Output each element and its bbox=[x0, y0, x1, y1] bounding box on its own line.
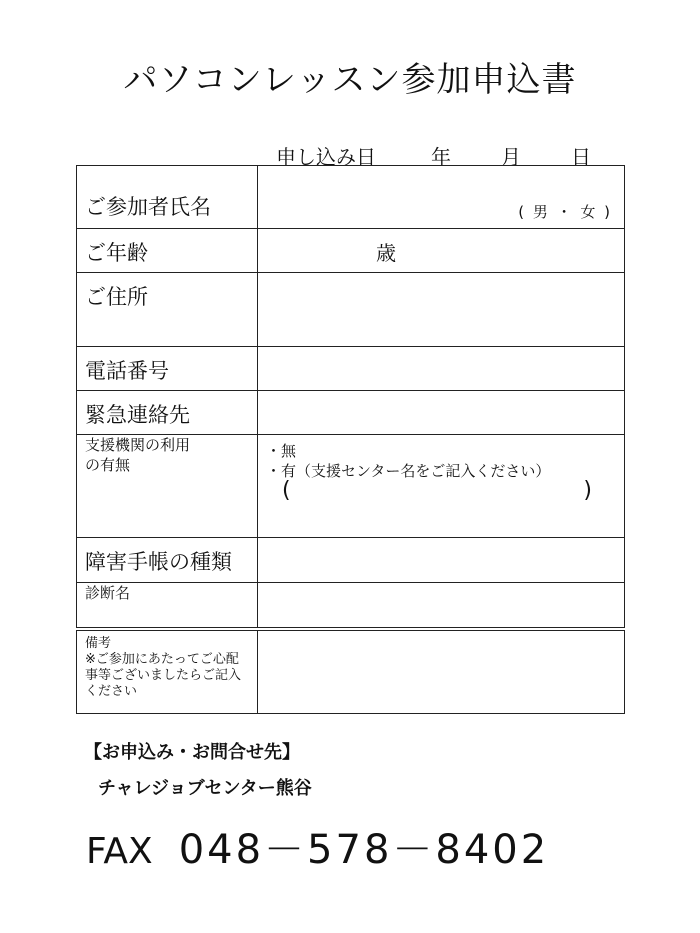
remarks-table bbox=[76, 630, 625, 714]
remarks-title: 備考 bbox=[85, 636, 112, 651]
page-title: パソコンレッスン参加申込書 bbox=[123, 60, 577, 100]
form-row-handbook bbox=[77, 538, 625, 583]
form-row-address bbox=[77, 273, 625, 347]
support-agency-field[interactable] bbox=[258, 435, 625, 538]
form-row-phone bbox=[77, 347, 625, 391]
diagnosis-field[interactable] bbox=[258, 583, 625, 628]
form-row-age bbox=[77, 229, 625, 273]
disability-handbook-label: 障害手帳の種類 bbox=[77, 538, 258, 583]
support-agency-label-line1: 支援機関の利用 bbox=[85, 436, 191, 454]
emergency-contact-label: 緊急連絡先 bbox=[77, 391, 258, 435]
age-field[interactable] bbox=[258, 229, 625, 273]
remarks-label bbox=[77, 631, 258, 714]
form-row-support bbox=[77, 435, 625, 538]
close-paren: ) bbox=[583, 478, 592, 503]
date-month-label: 月 bbox=[501, 145, 521, 169]
support-center-name-field[interactable] bbox=[266, 478, 624, 511]
fax-number: 048－578－8402 bbox=[178, 827, 550, 873]
contact-heading: 【お申込み・お問合せ先】 bbox=[84, 742, 300, 763]
form-row-diagnosis bbox=[77, 583, 625, 628]
address-label: ご住所 bbox=[77, 273, 258, 347]
support-option-none[interactable]: ・無 bbox=[266, 442, 297, 460]
support-agency-label-line2: の有無 bbox=[85, 456, 131, 474]
contact-organization: チャレジョブセンター熊谷 bbox=[98, 778, 312, 799]
address-field[interactable] bbox=[258, 273, 625, 347]
remarks-note-line3: ください bbox=[85, 684, 138, 699]
remarks-row bbox=[77, 631, 625, 714]
fax-label: FAX bbox=[86, 831, 153, 872]
remarks-note-line2: 事等ございましたらご記入 bbox=[85, 668, 242, 683]
support-option-yes[interactable]: ・有（支援センター名をご記入ください） bbox=[266, 462, 551, 480]
age-unit: 歳 bbox=[376, 241, 396, 265]
date-year-label: 年 bbox=[431, 145, 451, 169]
disability-handbook-field[interactable] bbox=[258, 538, 625, 583]
emergency-contact-field[interactable] bbox=[258, 391, 625, 435]
phone-label: 電話番号 bbox=[77, 347, 258, 391]
participant-name-field[interactable] bbox=[258, 166, 625, 229]
gender-choice[interactable]: ( 男 ・ 女 ) bbox=[518, 203, 612, 221]
application-date-label: 申し込み日 bbox=[276, 145, 376, 169]
support-agency-label bbox=[77, 435, 258, 538]
date-day-label: 日 bbox=[571, 145, 591, 169]
open-paren: ( bbox=[282, 478, 291, 503]
application-form-table bbox=[76, 165, 625, 628]
form-row-emergency bbox=[77, 391, 625, 435]
form-row-name bbox=[77, 166, 625, 229]
phone-field[interactable] bbox=[258, 347, 625, 391]
age-label: ご年齢 bbox=[77, 229, 258, 273]
participant-name-label: ご参加者氏名 bbox=[77, 166, 258, 229]
fax-line bbox=[86, 818, 549, 875]
remarks-field[interactable] bbox=[258, 631, 625, 714]
diagnosis-label: 診断名 bbox=[77, 583, 258, 628]
remarks-note-line1: ※ご参加にあたってご心配 bbox=[85, 652, 239, 667]
